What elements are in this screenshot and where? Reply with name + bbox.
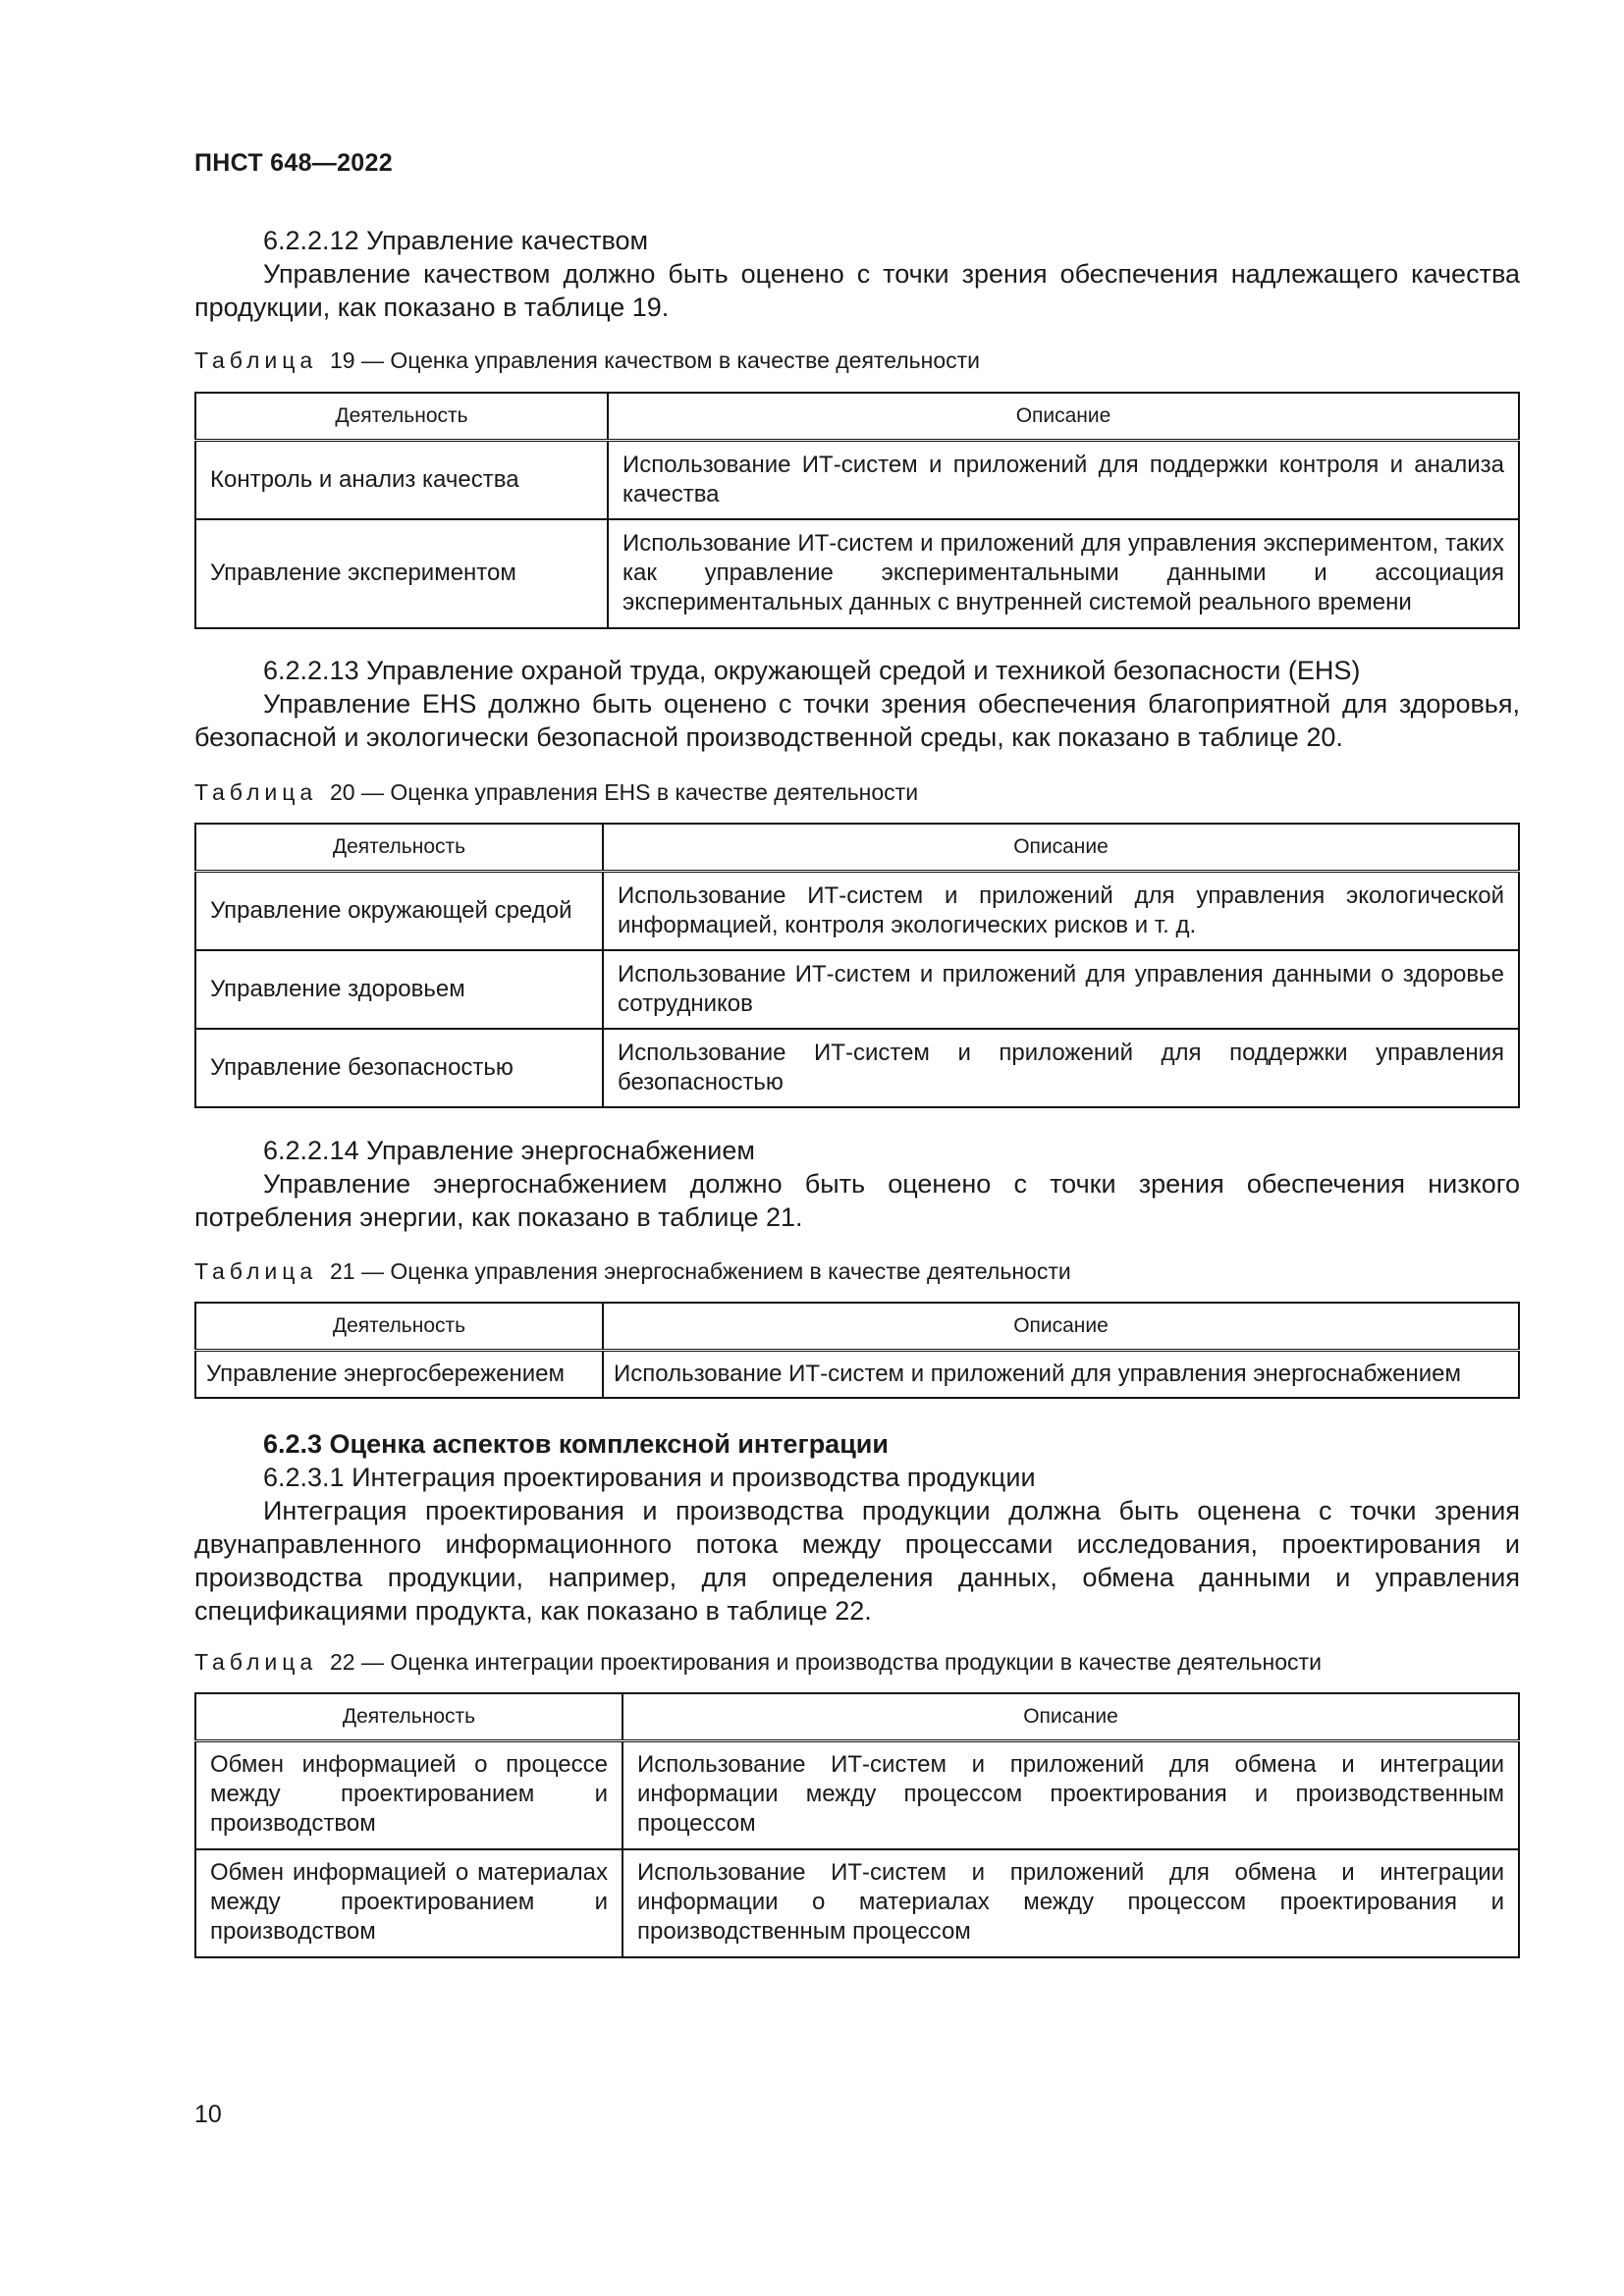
column-header-description: Описание [608,393,1519,441]
column-header-activity: Деятельность [195,393,608,441]
table-21-caption [194,1256,1520,1286]
column-header-description: Описание [623,1693,1519,1741]
page-number: 10 [194,2101,222,2128]
table-row [195,519,1519,628]
column-header-activity: Деятельность [195,824,603,872]
description-cell: Использование ИТ-систем и приложений для поддержки контроля и анализа качества [608,441,1519,519]
column-header-activity: Деятельность [195,1303,603,1351]
caption-text: 19 — Оценка управления качеством в качестве деятельности [329,347,980,373]
description-cell: Использование ИТ-систем и приложений для управления данными о здоровье сотрудников [603,950,1519,1029]
table-21 [194,1302,1520,1399]
column-header-description: Описание [603,1303,1519,1351]
table-header-row [195,1693,1519,1741]
table-20-caption [194,777,1520,807]
section-paragraph: Управление энергоснабжением должно быть оценено с точки зрения обеспечения низкого потребления энергии, как показано в таблице 21. [194,1169,1520,1232]
section-6-2-2-12 [194,224,1520,324]
activity-cell: Управление экспериментом [195,519,608,628]
caption-label: Таблица [194,1258,318,1284]
table-row [195,1029,1519,1107]
caption-text: 20 — Оценка управления EHS в качестве деятельности [329,779,919,805]
section-paragraph: Интеграция проектирования и производства продукции должна быть оценена с точки зрения двунаправленного информационного потока между процессами исследования, проектирования и производства продукции, например, для определения данных, обмена данными и управления спецификациями продукта, как показано в таблице 22. [194,1496,1520,1626]
table-header-row [195,393,1519,441]
column-header-description: Описание [603,824,1519,872]
table-19 [194,392,1520,629]
section-heading-bold: 6.2.3 Оценка аспектов комплексной интеграции [263,1429,889,1459]
table-header-row [195,824,1519,872]
section-6-2-3 [194,1427,1520,1628]
description-cell: Использование ИТ-систем и приложений для управления экспериментом, таких как управление экспериментальными данными и ассоциация экспериментальных данных с внутренней системой реального времени [608,519,1519,628]
table-row [195,872,1519,950]
table-22-caption [194,1647,1520,1677]
section-heading: 6.2.2.12 Управление качеством [263,226,649,255]
activity-cell: Контроль и анализ качества [195,441,608,519]
section-heading: 6.2.2.13 Управление охраной труда, окружающей средой и техникой безопасности (EHS) [263,656,1361,685]
caption-text: 22 — Оценка интеграции проектирования и производства продукции в качестве деятельности [329,1649,1322,1675]
activity-cell: Управление здоровьем [195,950,603,1029]
table-row [195,950,1519,1029]
caption-label: Таблица [194,1649,318,1675]
section-6-2-2-14 [194,1134,1520,1234]
section-heading: 6.2.2.14 Управление энергоснабжением [263,1136,755,1165]
activity-cell: Управление энергосбережением [195,1351,603,1398]
description-cell: Использование ИТ-систем и приложений для управления экологической информацией, контроля экологических рисков и т. д. [603,872,1519,950]
document-id: ПНСТ 648—2022 [194,149,393,177]
table-header-row [195,1303,1519,1351]
activity-cell: Обмен информацией о материалах между проектированием и производством [195,1849,623,1957]
section-6-2-2-13 [194,654,1520,754]
section-paragraph: Управление качеством должно быть оценено с точки зрения обеспечения надлежащего качества продукции, как показано в таблице 19. [194,259,1520,322]
description-cell: Использование ИТ-систем и приложений для управления энергоснабжением [603,1351,1519,1398]
caption-label: Таблица [194,779,318,805]
table-19-caption [194,346,1520,375]
description-cell: Использование ИТ-систем и приложений для поддержки управления безопасностью [603,1029,1519,1107]
caption-text: 21 — Оценка управления энергоснабжением в качестве деятельности [329,1258,1071,1284]
column-header-activity: Деятельность [195,1693,623,1741]
activity-cell: Управление безопасностью [195,1029,603,1107]
table-22 [194,1692,1520,1958]
table-row [195,441,1519,519]
table-row [195,1849,1519,1957]
description-cell: Использование ИТ-систем и приложений для обмена и интеграции информации о материалах между процессом проектирования и производственным процессом [623,1849,1519,1957]
caption-label: Таблица [194,347,318,373]
description-cell: Использование ИТ-систем и приложений для обмена и интеграции информации между процессом проектирования и производственным процессом [623,1741,1519,1849]
table-row [195,1351,1519,1398]
table-20 [194,823,1520,1108]
table-row [195,1741,1519,1849]
activity-cell: Управление окружающей средой [195,872,603,950]
subsection-heading: 6.2.3.1 Интеграция проектирования и производства продукции [263,1463,1036,1492]
activity-cell: Обмен информацией о процессе между проектированием и производством [195,1741,623,1849]
section-paragraph: Управление EHS должно быть оценено с точки зрения обеспечения благоприятной для здоровья, безопасной и экологически безопасной производственной среды, как показано в таблице 20. [194,689,1520,752]
